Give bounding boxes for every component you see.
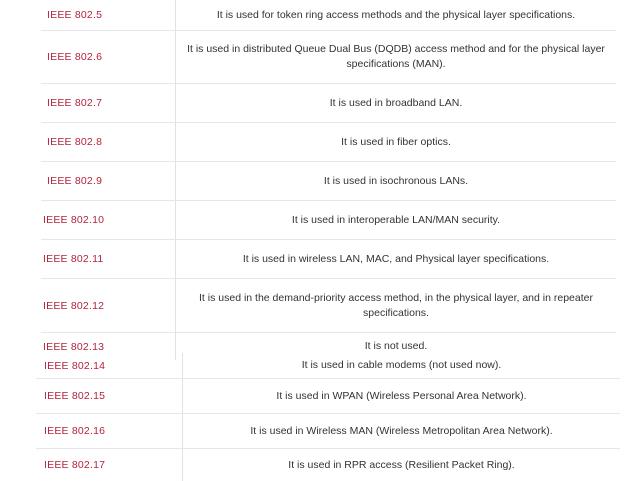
table-row [41, 201, 616, 240]
table-row [41, 84, 616, 123]
ieee-table-bottom [36, 353, 620, 481]
table-row [36, 414, 620, 449]
standard-cell: IEEE 802.12 [43, 299, 105, 312]
standard-cell: IEEE 802.13 [43, 340, 105, 353]
description-cell: It is used in WPAN (Wireless Personal Area Network). [182, 379, 620, 413]
description-cell: It is used in RPR access (Resilient Packet Ring). [182, 449, 620, 481]
standard-cell: IEEE 802.10 [43, 214, 105, 226]
description-cell: It is used in interoperable LAN/MAN security. [175, 201, 616, 239]
standard-cell: IEEE 802.8 [47, 136, 103, 148]
standard-cell: IEEE 802.9 [47, 175, 103, 187]
description-cell: It is not used. [175, 333, 616, 360]
standard-cell: IEEE 802.6 [47, 51, 103, 63]
description-cell: It is used in distributed Queue Dual Bus (DQDB) access method and for the physical layer specifications (MAN). [175, 31, 616, 83]
description-cell: It is used for token ring access methods and the physical layer specifications. [175, 0, 616, 30]
standard-cell: IEEE 802.17 [44, 459, 106, 471]
table-row [41, 123, 616, 162]
table-row [41, 0, 616, 31]
table-row [36, 449, 620, 481]
standard-cell: IEEE 802.7 [47, 97, 103, 109]
standard-cell: IEEE 802.16 [44, 425, 106, 437]
standard-cell: IEEE 802.15 [44, 390, 106, 402]
description-cell: It is used in isochronous LANs. [175, 162, 616, 200]
table-row [41, 162, 616, 201]
table-row [41, 240, 616, 279]
standard-cell: IEEE 802.11 [43, 253, 104, 265]
description-cell: It is used in Wireless MAN (Wireless Metropolitan Area Network). [182, 414, 620, 448]
table-row [41, 31, 616, 84]
standard-cell: IEEE 802.14 [44, 359, 106, 372]
description-cell: It is used in cable modems (not used now). [182, 353, 620, 378]
description-cell: It is used in the demand-priority access method, in the physical layer, and in repeater specifications. [175, 279, 616, 332]
table-row [36, 379, 620, 414]
table-row [41, 279, 616, 333]
description-cell: It is used in wireless LAN, MAC, and Physical layer specifications. [175, 240, 616, 278]
description-cell: It is used in fiber optics. [175, 123, 616, 161]
standard-cell: IEEE 802.5 [47, 9, 103, 21]
ieee-table-top [41, 0, 616, 360]
description-cell: It is used in broadband LAN. [175, 84, 616, 122]
table-row [36, 353, 620, 379]
